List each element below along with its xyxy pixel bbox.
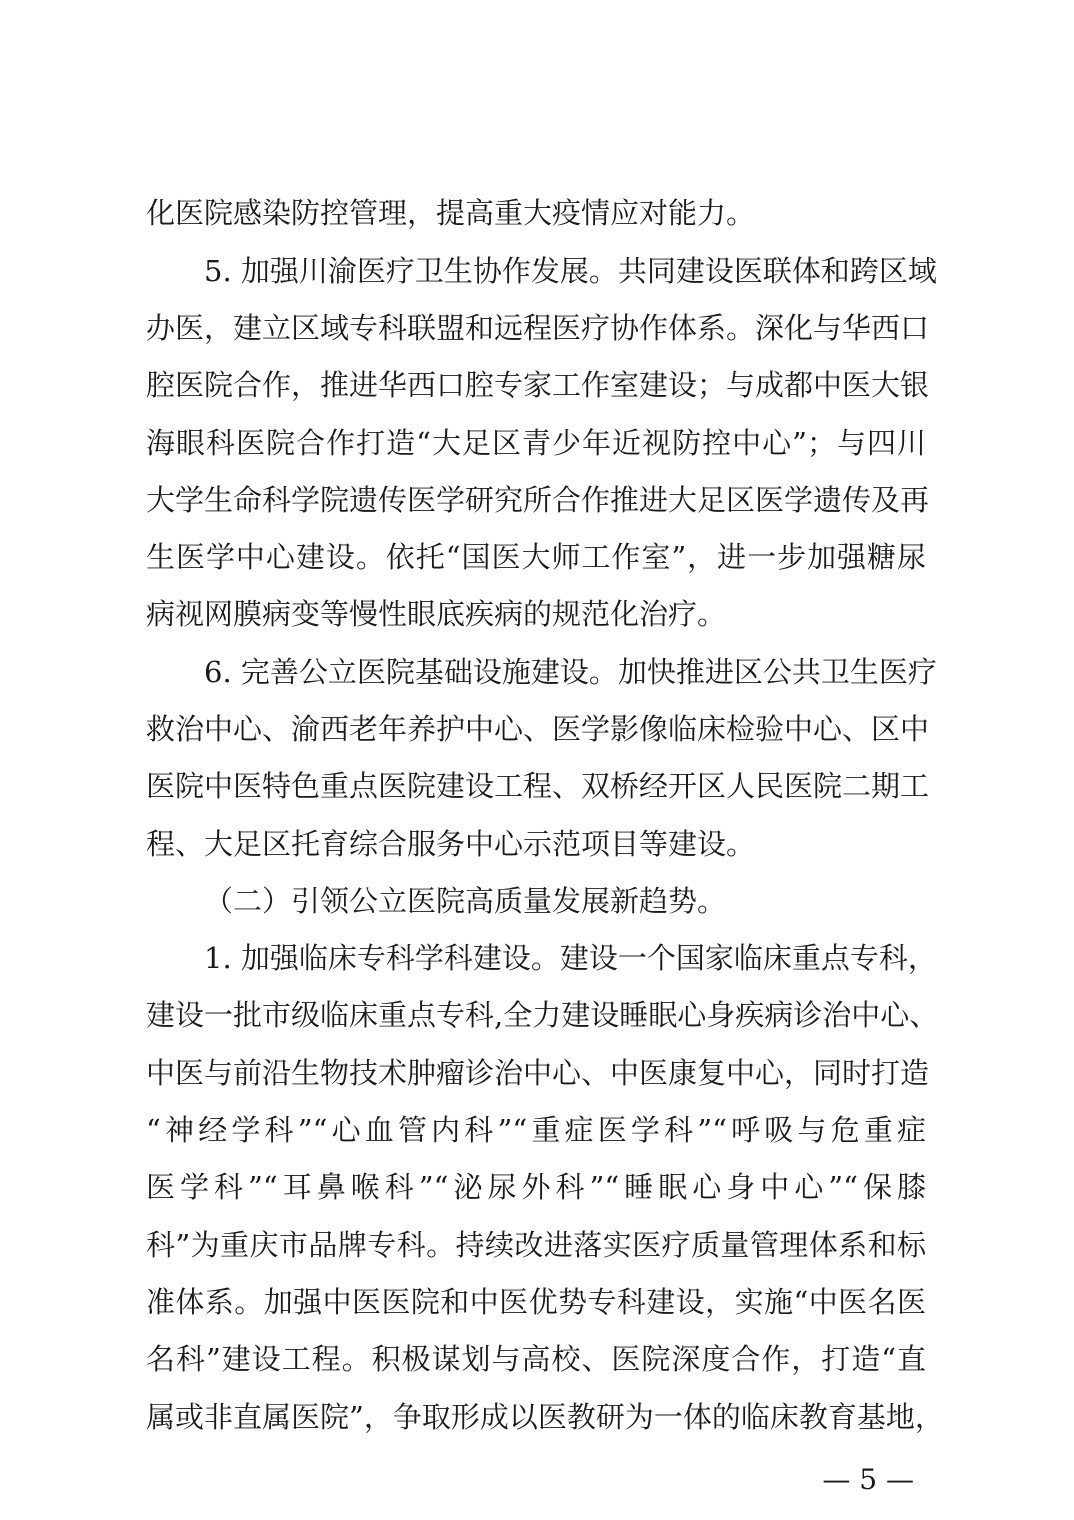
text-line: 救治中心、渝西老年养护中心、医学影像临床检验中心、区中 — [146, 712, 930, 746]
section-heading: （二）引领公立医院高质量发展新趋势。 — [204, 884, 727, 918]
text-line: 病视网膜病变等慢性眼底疾病的规范化治疗。 — [146, 597, 727, 631]
page-number: — 5 — — [822, 1463, 914, 1496]
text-line: 海眼科医院合作打造“大足区青少年近视防控中心”；与四川 — [146, 426, 926, 460]
text-line: “神经学科”“心血管内科”“重症医学科”“呼吸与危重症 — [146, 1113, 926, 1147]
text-line: 5. 加强川渝医疗卫生协作发展。共同建设医联体和跨区域 — [204, 254, 937, 288]
text-line: 中医与前沿生物技术肿瘤诊治中心、中医康复中心，同时打造 — [146, 1056, 930, 1090]
text-line: 建设一批市级临床重点专科,全力建设睡眠心身疾病诊治中心、 — [146, 998, 939, 1032]
text-line: 腔医院合作，推进华西口腔专家工作室建设；与成都中医大银 — [146, 368, 930, 402]
text-line: 科”为重庆市品牌专科。持续改进落实医疗质量管理体系和标 — [146, 1228, 926, 1262]
text-line: 准体系。加强中医医院和中医优势专科建设，实施“中医名医 — [146, 1285, 926, 1319]
text-line: 6. 完善公立医院基础设施建设。加快推进区公共卫生医疗 — [204, 655, 937, 689]
text-line: 医学科”“耳鼻喉科”“泌尿外科”“睡眠心身中心”“保膝 — [146, 1170, 926, 1204]
text-line: 1. 加强临床专科学科建设。建设一个国家临床重点专科， — [204, 941, 937, 975]
text-line: 属或非直属医院”，争取形成以医教研为一体的临床教育基地， — [146, 1400, 944, 1434]
text-line: 办医，建立区域专科联盟和远程医疗协作体系。深化与华西口 — [146, 311, 930, 345]
text-line: 名科”建设工程。积极谋划与高校、医院深度合作，打造“直 — [146, 1342, 926, 1376]
text-line: 医院中医特色重点医院建设工程、双桥经开区人民医院二期工 — [146, 769, 930, 803]
text-line: 大学生命科学院遗传医学研究所合作推进大足区医学遗传及再 — [146, 483, 930, 517]
text-line: 化医院感染防控管理，提高重大疫情应对能力。 — [146, 196, 756, 230]
text-line: 程、大足区托育综合服务中心示范项目等建设。 — [146, 827, 756, 861]
text-line: 生医学中心建设。依托“国医大师工作室”，进一步加强糖尿 — [146, 540, 926, 574]
